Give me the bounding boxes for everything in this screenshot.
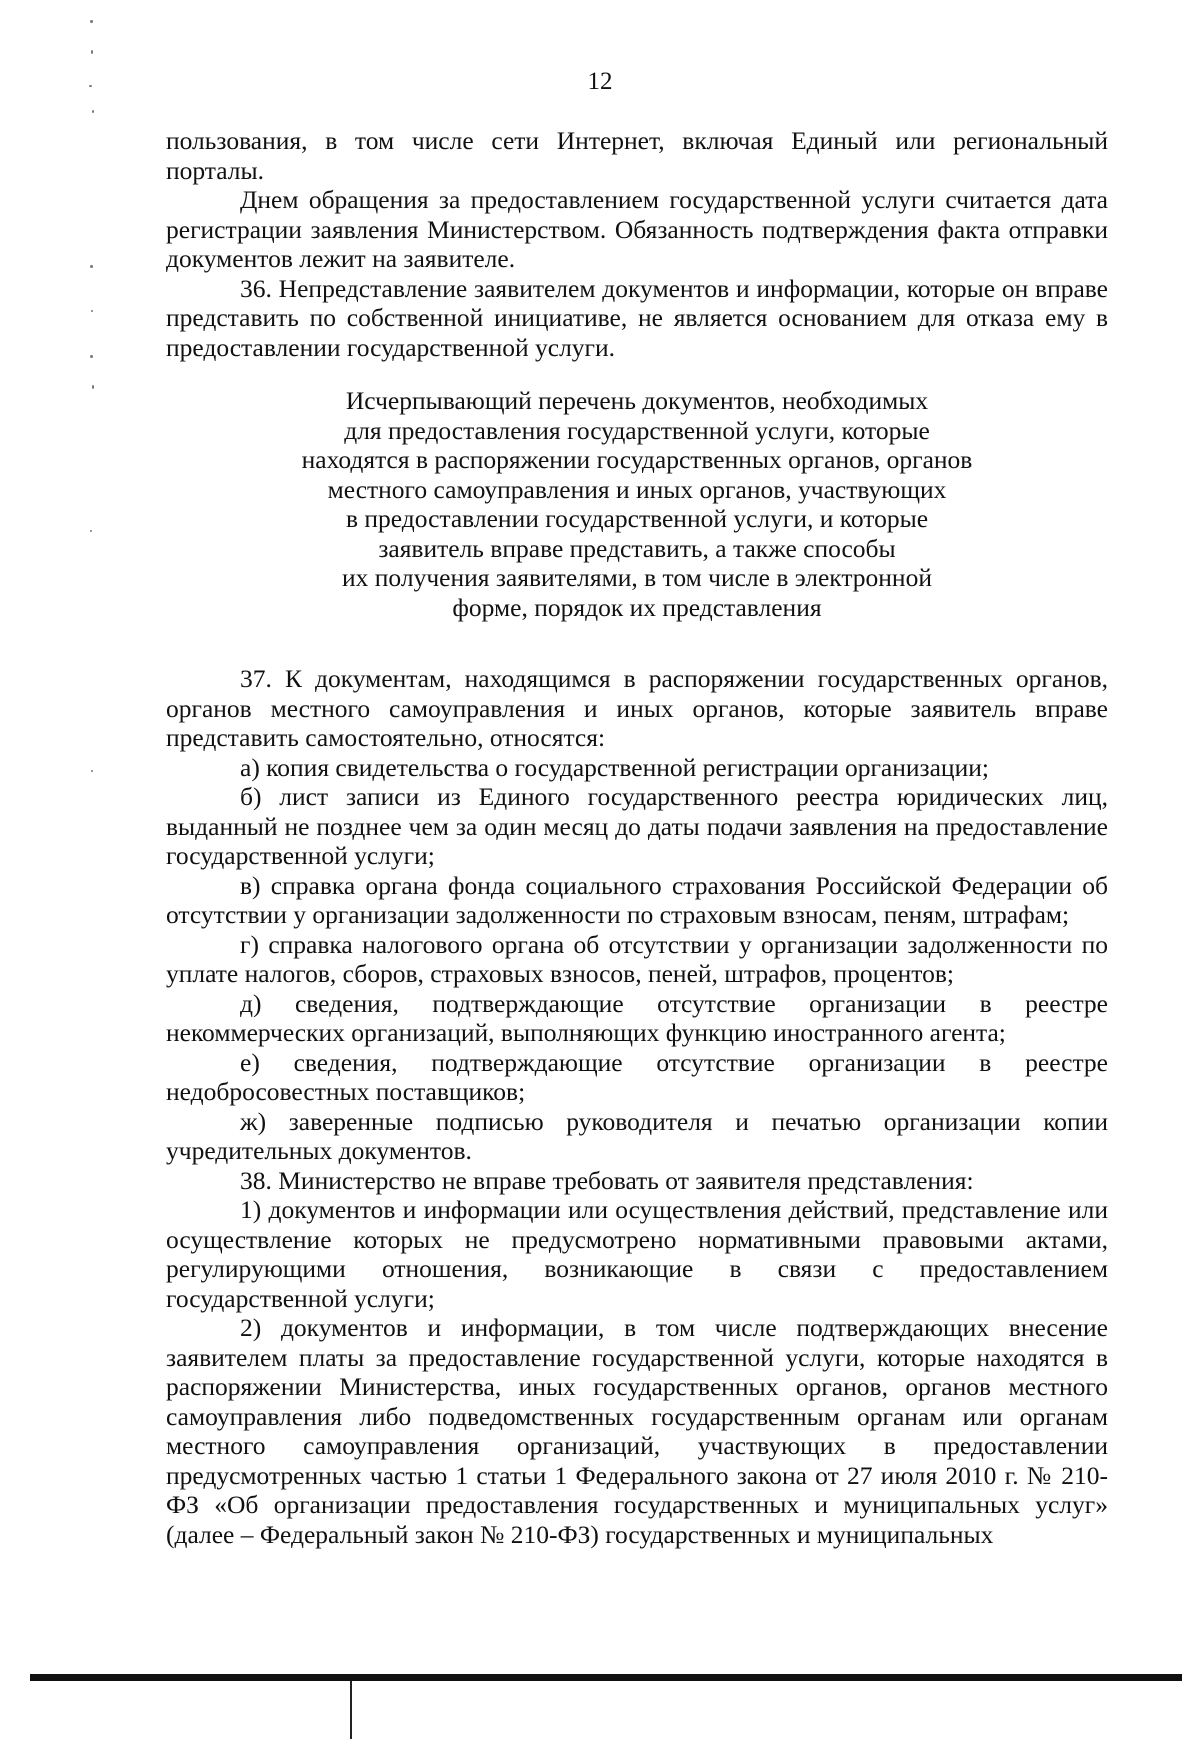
- section-heading: [166, 386, 1108, 622]
- document-body: [166, 126, 1108, 1549]
- paragraph-application-date: Днем обращения за предоставлением государственной услуги считается дата регистрации заявления Министерством. Обязанность подтверждения факта отправки документов лежит на заявителе.: [166, 185, 1108, 273]
- heading-line: их получения заявителями, в том числе в электронной: [342, 563, 932, 592]
- heading-line: Исчерпывающий перечень документов, необходимых: [345, 386, 929, 415]
- scan-margin-specks: [86, 10, 106, 790]
- paragraph-37-intro: 37. К документам, находящимся в распоряжении государственных органов, органов местного самоуправления и иных органов, которые заявитель вправе представить самостоятельно, относятся:: [166, 664, 1108, 752]
- list-item-37zh: ж) заверенные подписью руководителя и печатью организации копии учредительных документов.: [166, 1106, 1108, 1165]
- list-item-37e: е) сведения, подтверждающие отсутствие организации в реестре недобросовестных поставщиков;: [166, 1047, 1108, 1106]
- heading-line: в предоставлении государственной услуги, и которые: [345, 504, 929, 533]
- scan-bottom-rule: [30, 1674, 1182, 1681]
- list-item-37b: б) лист записи из Единого государственного реестра юридических лиц, выданный не позднее чем за один месяц до даты подачи заявления на предоставление государственной услуги;: [166, 782, 1108, 870]
- page-number: 12: [587, 68, 613, 95]
- list-item-37g: г) справка налогового органа об отсутствии у организации задолженности по уплате налогов, сборов, страховых взносов, пеней, штрафов, процентов;: [166, 929, 1108, 988]
- heading-line: находятся в распоряжении государственных органов, органов: [301, 445, 973, 474]
- list-item-38-2: 2) документов и информации, в том числе подтверждающих внесение заявителем платы за предоставление государственной услуги, которые находятся в распоряжении Министерства, иных государственных органов, органов местного самоуправления либо подведомственных государственным органам или органам местного самоуправления организаций, участвующих в предоставлении предусмотренных частью 1 статьи 1 Федерального закона от 27 июля 2010 г. № 210-ФЗ «Об организации предоставления государственных и муниципальных услуг» (далее – Федеральный закон № 210-ФЗ) государственных и муниципальных: [166, 1313, 1108, 1549]
- paragraph-38-intro: 38. Министерство не вправе требовать от заявителя представления:: [240, 1165, 974, 1195]
- list-item-38-1: 1) документов и информации или осуществления действий, представление или осуществление которых не предусмотрено нормативными правовыми актами, регулирующими отношения, возникающие в связи с предоставлением государственной услуги;: [166, 1195, 1108, 1313]
- heading-line: для предоставления государственной услуги, которые: [344, 415, 930, 445]
- scan-bottom-tick: [350, 1681, 352, 1739]
- paragraph-36: 36. Непредставление заявителем документов и информации, которые он вправе представить по собственной инициативе, не является основанием для отказа ему в предоставлении государственной услуги.: [166, 273, 1108, 362]
- heading-line: заявитель вправе представить, а также способы: [378, 533, 896, 563]
- list-item-37a: а) копия свидетельства о государственной регистрации организации;: [240, 752, 989, 782]
- list-item-37d: д) сведения, подтверждающие отсутствие организации в реестре некоммерческих организаций, выполняющих функцию иностранного агента;: [166, 988, 1108, 1047]
- heading-line: местного самоуправления и иных органов, участвующих: [327, 474, 947, 504]
- paragraph-continuation: пользования, в том числе сети Интернет, включая Единый или региональный порталы.: [166, 126, 1108, 185]
- heading-line: форме, порядок их представления: [452, 592, 822, 622]
- list-item-37v: в) справка органа фонда социального страхования Российской Федерации об отсутствии у организации задолженности по страховым взносам, пеням, штрафам;: [166, 870, 1108, 929]
